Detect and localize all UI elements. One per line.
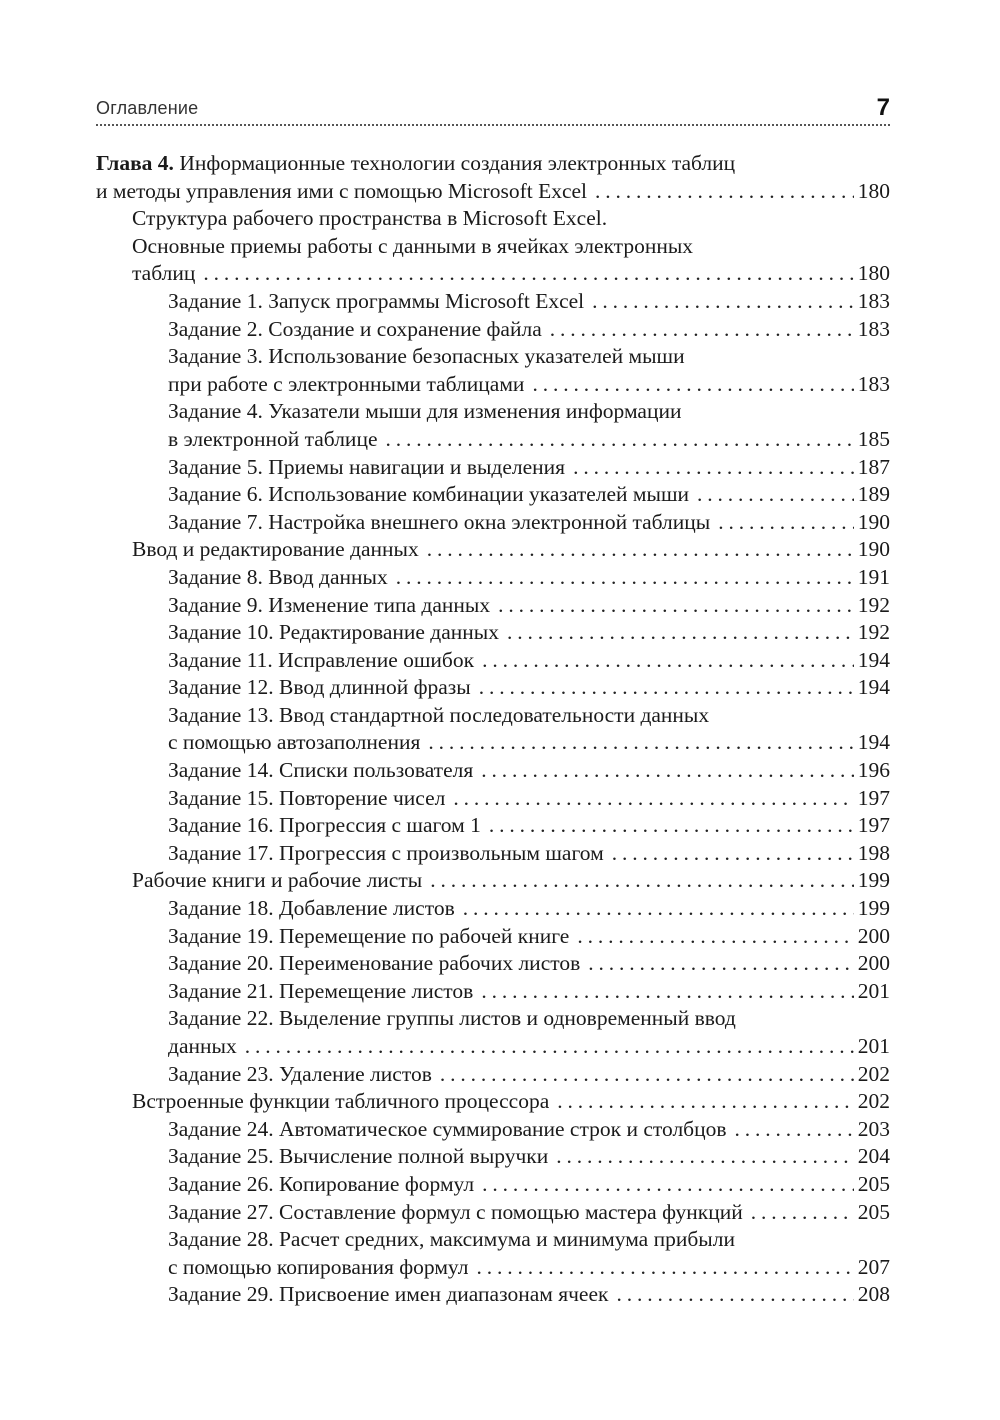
dot-leader (588, 950, 854, 978)
entry-title-line: Задание 24. Автоматическое суммирование строк и столбцов (168, 1116, 727, 1141)
toc-task-entry[interactable] (96, 1116, 890, 1144)
entry-title-line: Задание 14. Списки пользователя (168, 758, 474, 783)
toc-task-entry[interactable] (96, 398, 890, 453)
entry-page: 199 (857, 896, 890, 921)
entry-title-line: таблиц (132, 261, 196, 286)
table-of-contents (96, 150, 890, 1309)
header-title: Оглавление (96, 98, 199, 118)
entry-title-line: Задание 16. Прогрессия с шагом 1 (168, 813, 481, 838)
dot-leader (386, 426, 854, 454)
running-header (96, 96, 890, 130)
entry-title-line: Задание 23. Удаление листов (168, 1061, 432, 1086)
dot-leader (430, 867, 854, 895)
entry-page: 200 (857, 923, 890, 948)
entry-title-line: Задание 6. Использование комбинации указателей мыши (168, 482, 690, 507)
dot-leader (476, 1254, 853, 1282)
dot-leader (463, 895, 854, 923)
toc-task-entry[interactable] (96, 647, 890, 675)
entry-page: 194 (857, 675, 890, 700)
entry-page: 200 (857, 951, 890, 976)
dot-leader (481, 978, 853, 1006)
toc-task-entry[interactable] (96, 343, 890, 398)
entry-title-line: Задание 21. Перемещение листов (168, 978, 474, 1003)
toc-task-entry[interactable] (96, 619, 890, 647)
entry-page: 183 (857, 371, 890, 396)
toc-task-entry[interactable] (96, 316, 890, 344)
toc-task-entry[interactable] (96, 509, 890, 537)
entry-title-line: при работе с электронными таблицами (168, 371, 525, 396)
page-number: 7 (876, 94, 890, 121)
entry-page: 205 (857, 1171, 890, 1196)
entry-title-line: Задание 4. Указатели мыши для изменения информации (168, 399, 682, 424)
toc-section-entry[interactable] (96, 536, 890, 564)
dot-leader (573, 454, 854, 482)
entry-title-line: Ввод и редактирование данных (132, 537, 419, 562)
entry-title-line: Задание 7. Настройка внешнего окна электронной таблицы (168, 509, 711, 534)
toc-task-entry[interactable] (96, 454, 890, 482)
entry-title-line: Задание 28. Расчет средних, максимума и минимума прибыли (168, 1227, 735, 1252)
entry-title-line: Задание 8. Ввод данных (168, 564, 388, 589)
toc-task-entry[interactable] (96, 564, 890, 592)
dot-leader (507, 619, 854, 647)
entry-page: 202 (857, 1061, 890, 1086)
dot-leader (489, 812, 854, 840)
entry-page: 194 (857, 730, 890, 755)
toc-task-entry[interactable] (96, 757, 890, 785)
dot-leader (592, 288, 854, 316)
entry-page: 189 (857, 482, 890, 507)
entry-page: 196 (857, 758, 890, 783)
dot-leader (396, 564, 854, 592)
entry-title-line: Структура рабочего пространства в Microsoft Excel. (132, 206, 608, 231)
entry-title-line: Задание 27. Составление формул с помощью мастера функций (168, 1199, 743, 1224)
entry-title-line: данных (168, 1034, 237, 1058)
entry-title-line: Встроенные функции табличного процессора (132, 1089, 550, 1114)
dot-leader (482, 1171, 854, 1199)
dot-leader (498, 592, 854, 620)
dot-leader (428, 729, 853, 757)
entry-page: 185 (857, 426, 890, 451)
entry-title-line: Задание 11. Исправление ошибок (168, 647, 475, 672)
toc-chapter-entry[interactable] (96, 150, 890, 205)
entry-page: 192 (857, 620, 890, 645)
entry-title-line: Задание 20. Переименование рабочих листов (168, 951, 581, 976)
entry-title-line: Задание 9. Изменение типа данных (168, 592, 491, 617)
dot-leader (440, 1061, 854, 1089)
toc-section-entry[interactable] (96, 1088, 890, 1116)
dot-leader (616, 1281, 853, 1309)
toc-task-entry[interactable] (96, 923, 890, 951)
dot-leader (532, 371, 853, 399)
entry-page: 197 (857, 813, 890, 838)
entry-page: 207 (857, 1254, 890, 1279)
dot-leader (697, 481, 854, 509)
toc-task-entry[interactable] (96, 1061, 890, 1089)
toc-task-entry[interactable] (96, 1171, 890, 1199)
chapter-title-line: Информационные технологии создания электронных таблиц (179, 151, 736, 175)
entry-title-line: Основные приемы работы с данными в ячейках электронных (132, 233, 694, 258)
entry-title-line: Задание 15. Повторение чисел (168, 785, 446, 810)
dot-leader (556, 1143, 854, 1171)
entry-title-line: Задание 5. Приемы навигации и выделения (168, 454, 566, 479)
toc-task-entry[interactable] (96, 785, 890, 813)
chapter-page: 180 (857, 178, 890, 203)
entry-page: 202 (857, 1089, 890, 1114)
toc-task-entry[interactable] (96, 481, 890, 509)
entry-page: 180 (857, 261, 890, 286)
dot-leader (245, 1033, 854, 1061)
entry-title-line: Задание 19. Перемещение по рабочей книге (168, 923, 570, 948)
entry-page: 183 (857, 316, 890, 341)
entry-title-line: с помощью копирования формул (168, 1254, 469, 1279)
entry-title-line: Задание 13. Ввод стандартной последовательности данных (168, 702, 710, 727)
entry-title-line: Задание 2. Создание и сохранение файла (168, 316, 542, 341)
entry-page: 187 (857, 454, 890, 479)
toc-task-entry[interactable] (96, 702, 890, 757)
toc-task-entry[interactable] (96, 1199, 890, 1227)
entry-page: 192 (857, 592, 890, 617)
entry-page: 203 (857, 1116, 890, 1141)
toc-task-entry[interactable] (96, 840, 890, 868)
header-dotted-rule (96, 124, 890, 126)
entry-page: 190 (857, 537, 890, 562)
toc-section-entry[interactable] (96, 867, 890, 895)
entry-page: 204 (857, 1144, 890, 1169)
dot-leader (718, 509, 854, 537)
dot-leader (557, 1088, 854, 1116)
toc-task-entry[interactable] (96, 1143, 890, 1171)
dot-leader (453, 785, 853, 813)
entry-title-line: в электронной таблице (168, 426, 378, 451)
dot-leader (482, 647, 854, 675)
entry-title-line: Задание 25. Вычисление полной выручки (168, 1144, 549, 1169)
entry-title-line: Задание 10. Редактирование данных (168, 620, 499, 645)
entry-title-line: Задание 22. Выделение группы листов и одновременный ввод (168, 1006, 736, 1031)
entry-title-line: Задание 1. Запуск программы Microsoft Excel (168, 288, 585, 313)
dot-leader (481, 757, 854, 785)
toc-task-entry[interactable] (96, 288, 890, 316)
toc-task-entry[interactable] (96, 1281, 890, 1309)
entry-title-line: Задание 29. Присвоение имен диапазонам ячеек (168, 1282, 609, 1307)
dot-leader (751, 1199, 854, 1227)
entry-page: 197 (857, 785, 890, 810)
entry-title-line: Рабочие книги и рабочие листы (132, 868, 423, 893)
entry-page: 205 (857, 1199, 890, 1224)
dot-leader (203, 260, 853, 288)
entry-page: 208 (857, 1282, 890, 1307)
toc-task-entry[interactable] (96, 978, 890, 1006)
dot-leader (595, 178, 854, 206)
toc-task-entry[interactable] (96, 674, 890, 702)
toc-task-entry[interactable] (96, 1005, 890, 1060)
entry-title-line: Задание 12. Ввод длинной фразы (168, 675, 471, 700)
entry-title-line: с помощью автозаполнения (168, 730, 421, 755)
entry-page: 198 (857, 840, 890, 865)
dot-leader (735, 1116, 854, 1144)
dot-leader (427, 536, 854, 564)
entry-page: 199 (857, 868, 890, 893)
toc-task-entry[interactable] (96, 895, 890, 923)
dot-leader (550, 316, 854, 344)
dot-leader (577, 923, 853, 951)
entry-title-line: Задание 18. Добавление листов (168, 896, 455, 921)
entry-page: 183 (857, 288, 890, 313)
chapter-title-line: и методы управления ими с помощью Microsoft Excel (96, 178, 588, 203)
entry-title-line: Задание 17. Прогрессия с произвольным шагом (168, 840, 604, 865)
toc-task-entry[interactable] (96, 812, 890, 840)
toc-task-entry[interactable] (96, 1226, 890, 1281)
toc-task-entry[interactable] (96, 950, 890, 978)
entry-page: 194 (857, 647, 890, 672)
entry-page: 201 (857, 978, 890, 1003)
chapter-label: Глава 4. (96, 151, 174, 175)
toc-section-entry[interactable] (96, 205, 890, 288)
entry-page: 201 (857, 1034, 890, 1058)
dot-leader (479, 674, 854, 702)
dot-leader (612, 840, 854, 868)
entry-page: 190 (857, 509, 890, 534)
entry-title-line: Задание 26. Копирование формул (168, 1171, 475, 1196)
entry-title-line: Задание 3. Использование безопасных указателей мыши (168, 344, 685, 369)
entry-page: 191 (857, 564, 890, 589)
toc-task-entry[interactable] (96, 592, 890, 620)
